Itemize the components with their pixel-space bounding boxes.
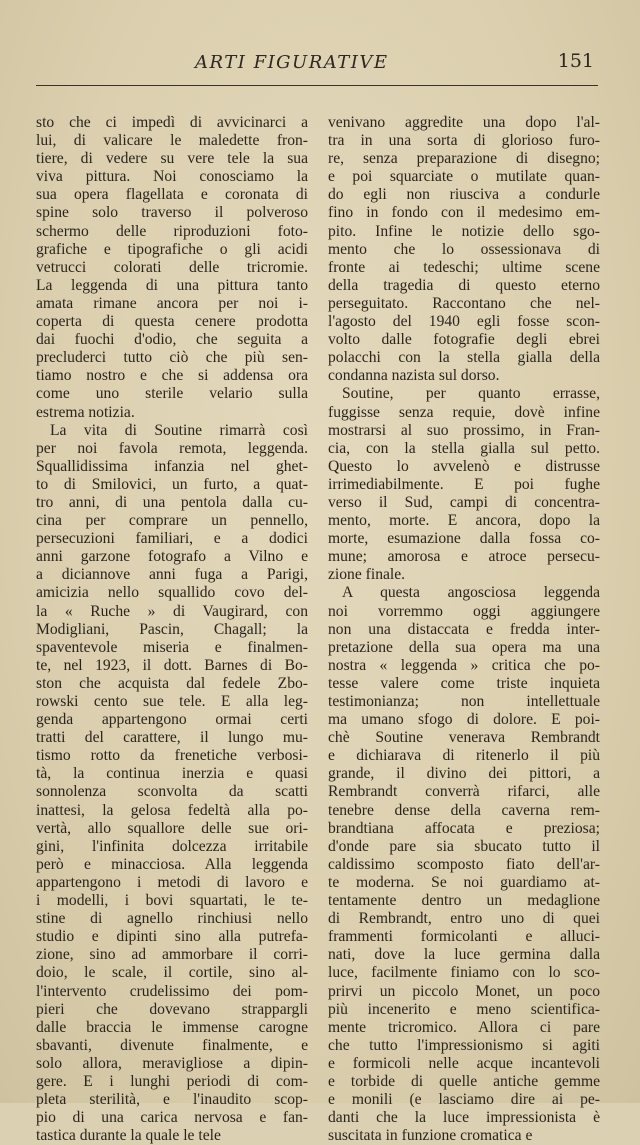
left-column-line: per noi favola remota, leggenda. [36,439,308,457]
right-column-line: caldissimo scomposto fiato dell'ar- [328,855,600,873]
right-column-line: frammenti formicolanti e alluci- [328,928,600,946]
left-column-line: te, nel 1923, il dott. Barnes di Bo- [36,656,308,674]
left-column-line: sua opera flagellata e coronata di [36,186,308,204]
page-header [0,48,640,82]
left-column-line: tismo rotto da frenetiche verbosi- [36,747,308,765]
left-column-line: viva pittura. Noi conosciamo la [36,168,308,186]
right-column-line: più incenerito e meno scientifica- [328,1000,600,1018]
left-column-line: sto che ci impedì di avvicinarci a [36,114,308,131]
right-column-line: pito. Infine le notizie dello sgo- [328,222,600,240]
right-column-line: e monili (e lasciamo dire ai pe- [328,1091,600,1109]
left-column-line: coperta di questa cenere prodotta [36,313,308,331]
right-column-line: della tragedia di questo eterno [328,276,600,294]
left-column-line: La leggenda di una pittura tanto [36,276,308,294]
left-column-line: gini, l'infinita dolcezza irritabile [36,837,308,855]
left-column-line: cina per comprare un pennello, [36,512,308,530]
right-column-line: nostra « leggenda » critica che po- [328,656,600,674]
left-column-line: lui, di valicare le maledette fron- [36,132,308,150]
left-column-line: doio, le scale, il cortile, sino al- [36,964,308,982]
left-column-line: tà, la continua inerzia e quasi [36,765,308,783]
left-column-line: i modelli, i bovi squartati, le te- [36,892,308,910]
left-column-line: amicizia nello squallido covo del- [36,584,308,602]
left-column-line: appartengono i metodi di lavoro e [36,873,308,891]
right-column-line: mostrarsi al suo prossimo, in Fran- [328,421,600,439]
right-column-line: grande, il divino dei pittori, a [328,765,600,783]
left-column-line: ston che acquista dal fedele Zbo- [36,674,308,692]
left-column-line: zione, sino ad ammorbare il corri- [36,946,308,964]
right-column-line: volto dalle fotografie degli ebrei [328,331,600,349]
right-column-line: zione finale. [328,566,406,584]
right-column-line: danti che la luce impressionista è [328,1109,600,1127]
left-column-line: tiere, di vedere su vere tele la sua [36,150,308,168]
right-column-line: ma umano sfogo di dolore. E poi- [328,711,600,729]
left-column-line: tiamo nostro e che si addensa ora [36,367,308,385]
right-column-line: cia, con la stella gialla sul petto. [328,439,600,457]
right-column-line: condanna nazista sul dorso. [328,367,500,385]
right-column-line: mento, morte. E ancora, dopo la [328,512,600,530]
left-column-line: inattesi, la gelosa fedeltà alla po- [36,801,308,819]
left-column-line: tastica durante la quale le tele [36,1127,221,1145]
right-column-line: mente tricromico. Allora ci pare [328,1018,600,1036]
left-column-line: estrema notizia. [36,403,135,421]
right-column-line: tentamente dentro un medaglione [328,892,600,910]
right-column-line: Soutine, per quanto errasse, [342,385,600,403]
left-column-line: La vita di Soutine rimarrà così [50,421,308,439]
right-column-line: re, senza preparazione di disegno; [328,150,600,168]
left-column-line: l'intervento crudelissimo dei pom- [36,982,308,1000]
right-column-line: morte, esumazione dalla fossa co- [328,530,600,548]
right-column-line: e poi squarciate o mutilate quan- [328,168,600,186]
left-column-line: spaventevole miseria e finalmen- [36,638,308,656]
right-column-line: pretazione della sua opera ma una [328,638,600,656]
right-column-line: Rembrandt converrà rifarci, alle [328,783,600,801]
left-column-line: pieri che dovevano strappargli [36,1000,308,1018]
left-column-line: però e minacciosa. Alla leggenda [36,855,308,873]
left-column-line: pleta sterilità, e l'inaudito scop- [36,1091,308,1109]
right-column-line: testimonianza; non intellettuale [328,693,600,710]
left-column-line: studio e dipinti sino alla putrefa- [36,928,308,946]
left-column-line: sbavanti, divenute finalmente, e [36,1036,308,1054]
left-column-line: vertà, allo squallore delle sue ori- [36,819,308,837]
right-column-line: d'onde pare sia sbucato tutto il [328,837,600,855]
left-column-line: sonnolenza sconvolta da scatti [36,783,308,801]
left-column-line: grafiche e tipografiche o gli acidi [36,240,308,258]
right-column-line: non una distaccata e fredda inter- [328,620,600,638]
right-column-line: Questo lo avvelenò e distrusse [328,457,600,475]
left-column-line: tro anni, di una pentola dalla cu- [36,493,308,511]
right-column-line: e formicoli nelle acque incantevoli [328,1054,600,1072]
right-column-line: perseguitato. Raccontano che nel- [328,294,600,312]
left-column-line: pio di una carica nervosa e fan- [36,1109,308,1127]
right-column-line: venivano aggredite una dopo l'al- [328,114,600,131]
left-column-line: a diciannove anni fuga a Parigi, [36,566,308,584]
header-rule [36,85,598,86]
left-column-line: to di Smilovici, un furto, a quat- [36,475,308,493]
right-column-line: noi vorremmo oggi aggiungere [328,602,600,620]
left-column-line: spine solo traverso il polveroso [36,204,308,222]
left-column-line: precluderci tutto ciò che più sen- [36,349,308,367]
right-column-line: verso il Sud, campi di concentra- [328,493,600,511]
right-column-line: do egli non riusciva a condurle [328,186,600,204]
right-column-line: e torbide di quelle antiche gemme [328,1072,600,1090]
right-column-line: e dichiarava di ritenerlo il più [328,747,600,765]
right-column-line: brandtiana affocata e preziosa; [328,819,600,837]
page-number: 151 [557,50,594,72]
right-column-line: nati, dove la luce germina dalla [328,946,600,964]
right-column [328,114,600,1145]
left-column-line: genda appartengono ormai certi [36,711,308,729]
right-column-line: suscitata in funzione cromatica e [328,1127,533,1145]
right-column-line: te moderna. Se noi guardiamo at- [328,873,600,891]
right-column-line: tesse valere come triste inquieta [328,674,600,692]
left-column-line: dai fuochi d'odio, che seguita a [36,331,308,349]
right-column-line: che tutto l'impressionismo si agiti [328,1036,600,1054]
left-column-line: la « Ruche » di Vaugirard, con [36,602,308,620]
left-column-line: rowski cento sue tele. E alla leg- [36,693,308,710]
right-column-line: A questa angosciosa leggenda [342,584,600,602]
right-column-line: tenebre dense della caverna rem- [328,801,600,819]
right-column-line: mento che lo ossessionava di [328,240,600,258]
left-column-line: vetrucci colorati delle tricromie. [36,258,308,276]
left-column-line: dalle braccia le immense carogne [36,1018,308,1036]
running-title: ARTI FIGURATIVE [195,52,389,73]
left-column-line: schermo delle riproduzioni foto- [36,222,308,240]
right-column-line: di Rembrandt, entro uno di quei [328,910,600,928]
left-column-line: tratti del carattere, il lungo mu- [36,729,308,747]
right-column-line: chè Soutine venerava Rembrandt [328,729,600,747]
left-column-line: Squallidissima infanzia nel ghet- [36,457,308,475]
right-column-line: prirvi un piccolo Monet, un poco [328,982,600,1000]
left-column-line: stine di agnello rinchiusi nello [36,910,308,928]
left-column-line: anni garzone fotografo a Vilno e [36,548,308,566]
right-column-line: tra in una sorta di glorioso furo- [328,132,600,150]
left-column-line: amata rimane ancora per noi i- [36,294,308,312]
left-column-line: solo allora, meravigliose a dipin- [36,1054,308,1072]
right-column-line: fino in fondo con il medesimo em- [328,204,600,222]
right-column-line: mune; amorosa e atroce persecu- [328,548,600,566]
left-column-line: Modigliani, Pascin, Chagall; la [36,620,308,638]
left-column-line: gere. E i lunghi periodi di com- [36,1072,308,1090]
right-column-line: l'agosto del 1940 egli fosse scon- [328,313,600,331]
right-column-line: fronte ai tedeschi; ultime scene [328,258,600,276]
left-column [36,114,308,1145]
right-column-line: irrimediabilmente. E poi fughe [328,475,600,493]
right-column-line: polacchi con la stella gialla della [328,349,600,367]
right-column-line: luce, facilmente finiamo con lo sco- [328,964,600,982]
right-column-line: fuggisse senza requie, dovè infine [328,403,600,421]
left-column-line: come uno sterile velario sulla [36,385,308,403]
left-column-line: persecuzioni familiari, e a dodici [36,530,308,548]
